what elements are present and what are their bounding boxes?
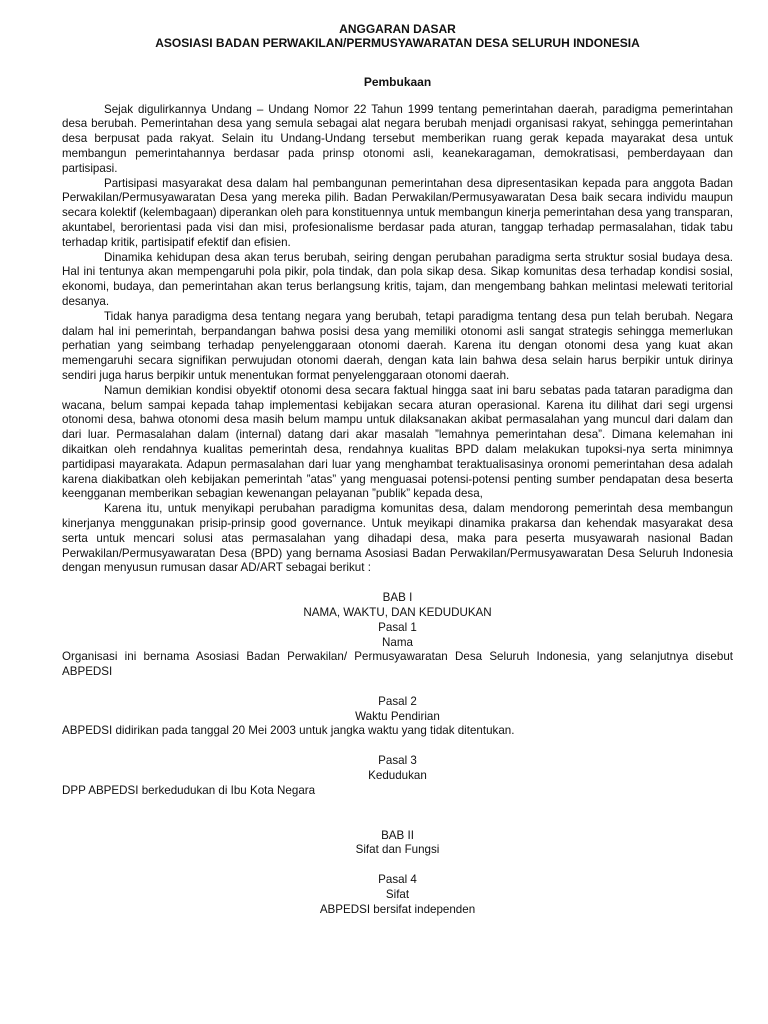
pembukaan-paragraph-1: Sejak digulirkannya Undang – Undang Nomor 22 Tahun 1999 tentang pemerintahan daerah, paradigma pemerintahan desa berubah. Pemerintahan desa yang semula sebagai alat negara berubah menjadi organisasi rakyat, sehingga pemerintahan desa berpusat pada rakyat. Selain itu Undang-Undang tersebut memberikan ruang gerak kepada mayarakat desa untuk membangun pemerintahannya berdasar pada prinsp otonomi asli, keanekaragaman, demokratisasi, pemberdayaan dan partisipasi. — [62, 102, 733, 175]
pasal1-text: Organisasi ini bernama Asosiasi Badan Perwakilan/ Permusyawaratan Desa Seluruh Indonesia, yang selanjutnya disebut ABPEDSI — [62, 650, 733, 679]
pembukaan-heading: Pembukaan — [363, 74, 432, 89]
pembukaan-paragraph-5: Namun demikian kondisi obyektif otonomi desa secara faktual hingga saat ini baru sebatas pada tataran paradigma dan wacana, belum sampai kepada tahap implementasi kebijakan secara aturan operasional. Karena itu dilihat dari segi urgensi otonomi desa, bahwa otonomi desa masih belum mampu untuk dilaksanakan akibat permasalahan yang muncul dari dalam dan dari luar. Permasalahan dalam (internal) datang dari akar masalah ”lemahnya pemerintahan desa”. Dimana kelemahan ini dikaitkan oleh rendahnya kualitas pemerintah desa, rendahnya kualitas BPD dalam melakukan tupoksi-nya serta minimnya partidipasi mayarakata. Adapun permasalahan dari luar yang menghambat teraktualisasinya oronomi pemerintahan desa adalah karena diakibatkan oleh kebijakan pemerintah ”atas” yang menguasai potensi-potensi penting sumber pendapatan desa beserta keengganan memberikan sebagian kewenangan pelayanan ”publik” kepada desa, — [62, 383, 733, 501]
pasal2-label: Pasal 2 — [378, 694, 417, 708]
document-title-line1: ANGGARAN DASAR — [339, 22, 456, 36]
bab2-label: BAB II — [381, 828, 414, 842]
bab2-title: Sifat dan Fungsi — [355, 843, 440, 857]
pasal3-label: Pasal 3 — [378, 754, 417, 768]
pembukaan-paragraph-4: Tidak hanya paradigma desa tentang negara yang berubah, tetapi paradigma tentang desa pun telah berubah. Negara dalam hal ini pemerintah, berpandangan bahwa posisi desa yang memiliki otonomi asli sangat strategis sehingga memerlukan perhatian yang seimbang terhadap penyelenggaraan otonomi daerah. Karena itu dengan otonomi desa yang kuat akan memengaruhi secara signifikan perwujudan otonomi daerah, dengan kata lain bahwa desa selain harus berpikir untuk dirinya sendiri juga harus berpikir untuk menentukan format penyelenggaraan otonomi daerah. — [62, 309, 733, 382]
pasal4-label: Pasal 4 — [378, 873, 417, 887]
document-page — [62, 22, 733, 918]
pasal1-title: Nama — [382, 635, 413, 649]
pasal3-text: DPP ABPEDSI berkedudukan di Ibu Kota Negara — [62, 783, 316, 797]
pembukaan-paragraph-3: Dinamika kehidupan desa akan terus berubah, seiring dengan perubahan paradigma serta struktur sosial budaya desa. Hal ini tentunya akan mempengaruhi pola pikir, pola tindak, dan pola sikap desa. Sikap komunitas desa terhadap kondisi sosial, ekonomi, budaya, dan pemerintahan akan terus berlangsung kritis, tajam, dan mengembang bahkan melintasi melewati teritorial desanya. — [62, 250, 733, 308]
bab1-title: NAMA, WAKTU, DAN KEDUDUKAN — [303, 605, 492, 619]
pasal2-title: Waktu Pendirian — [355, 709, 440, 723]
pasal3-title: Kedudukan — [368, 769, 427, 783]
document-title-line2: ASOSIASI BADAN PERWAKILAN/PERMUSYAWARATAN DESA SELURUH INDONESIA — [155, 36, 640, 51]
pasal4-title: Sifat — [385, 888, 410, 902]
bab1-label: BAB I — [382, 591, 413, 605]
pembukaan-paragraph-6: Karena itu, untuk menyikapi perubahan paradigma komunitas desa, dalam mendorong pemerintah desa membangun kinerjanya menggunakan prisip-prinsip good governance. Untuk meyikapi dinamika prakarsa dan kehendak masyarakat desa serta untuk mencari solusi atas permasalahan yang dihadapi desa, maka para peserta musyawarah nasional Badan Perwakilan/Permusyawaratan Desa (BPD) yang bernama Asosiasi Badan Perwakilan/Permusyawaratan Desa Seluruh Indonesia dengan menyusun rumusan dasar AD/ART sebagai berikut : — [62, 502, 733, 575]
pembukaan-paragraph-2: Partisipasi masyarakat desa dalam hal pembangunan pemerintahan desa dipresentasikan kepada para anggota Badan Perwakilan/Permusyawaratan Desa yang mereka pilih. Badan Perwakilan/Permusyawaratan Desa baik secara individu maupun secara kolektif (kelembagaan) diperankan oleh para konstituennya untuk membangun kinerja pemerintahan desa yang transparan, akuntabel, berorientasi pada visi dan misi, profesionalisme berdasar pada aturan, tanggap terhadap permasalahan, tidak tabu terhadap kritik, partisipatif efektif dan efisien. — [62, 176, 733, 249]
pasal2-text: ABPEDSI didirikan pada tanggal 20 Mei 2003 untuk jangka waktu yang tidak ditentukan. — [62, 724, 515, 738]
pasal4-text: ABPEDSI bersifat independen — [319, 902, 476, 916]
pasal1-label: Pasal 1 — [378, 620, 417, 634]
